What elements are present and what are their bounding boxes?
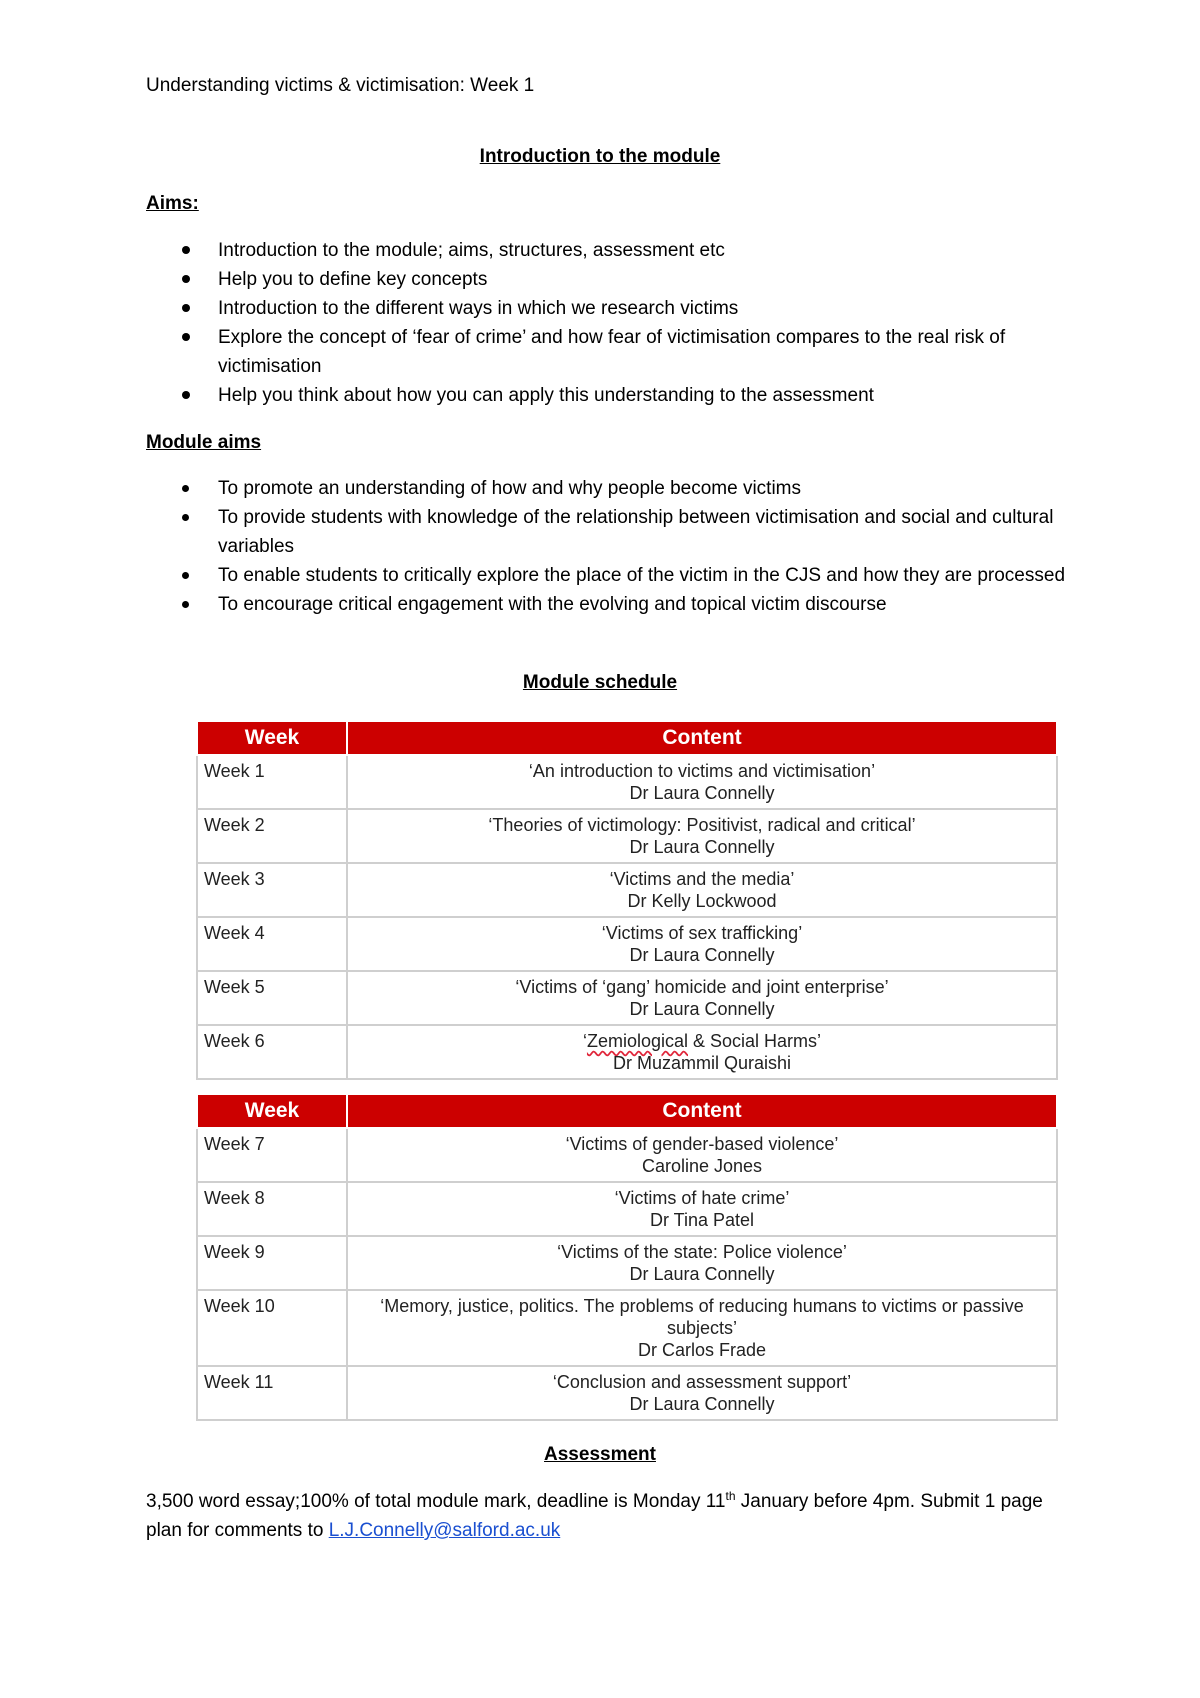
content-cell [347,1025,1057,1079]
lecturer-name: Dr Laura Connelly [629,999,775,1019]
bullet-icon [182,391,190,399]
week-cell: Week 5 [197,971,347,1025]
assessment-text-part: January before 4pm. Submit 1 page plan for comments to [146,1491,1043,1541]
spellcheck-word: Zemiological [586,1031,688,1051]
week-cell: Week 1 [197,755,347,809]
email-link[interactable]: L.J.Connelly@salford.ac.uk [328,1520,561,1541]
lecturer-name: Dr Laura Connelly [629,1394,775,1414]
content-cell [347,971,1057,1025]
session-title [354,1030,1050,1052]
list-item-text: Explore the concept of ‘fear of crime’ and how fear of victimisation compares to the real risk of victimisation [218,327,1006,377]
list-item [146,323,1066,381]
bullet-icon [182,275,190,283]
table-row [197,755,1057,809]
lecturer-name: Dr Laura Connelly [629,837,775,857]
week-cell: Week 9 [197,1236,347,1290]
assessment-text [146,1487,1066,1545]
list-item [146,561,1066,590]
table-row [197,1290,1057,1366]
list-item-text: To promote an understanding of how and why people become victims [218,478,802,499]
running-header: Understanding victims & victimisation: Week 1 [146,75,535,96]
list-item-text: To encourage critical engagement with the evolving and topical victim discourse [218,594,887,615]
bullet-icon [182,246,190,254]
week-cell: Week 6 [197,1025,347,1079]
list-item-text: Introduction to the module; aims, structures, assessment etc [218,240,725,261]
session-title: ‘Victims of gender-based violence’ [565,1134,839,1154]
bullet-icon [182,333,190,341]
session-title: ‘An introduction to victims and victimisation’ [528,761,876,781]
week-cell: Week 4 [197,917,347,971]
list-item-text: To enable students to critically explore the place of the victim in the CJS and how they are processed [218,565,1066,586]
table-row [197,809,1057,863]
session-title: ‘Victims of the state: Police violence’ [557,1242,847,1262]
session-title: ‘Victims of hate crime’ [614,1188,790,1208]
assessment-text-part: 3,500 word essay;100% of total module mark, deadline is Monday 11 [146,1491,726,1512]
week-cell: Week 11 [197,1366,347,1420]
schedule-table-2 [196,1093,1058,1421]
title-rest: & Social Harms’ [688,1031,822,1051]
bullet-icon [182,514,189,521]
module-aims-heading: Module aims [146,432,262,453]
list-item [146,474,1066,503]
list-item-text: Introduction to the different ways in which we research victims [218,298,739,319]
column-header-content: Content [347,721,1057,755]
list-item [146,590,1066,619]
table-row [197,863,1057,917]
list-item [146,265,1066,294]
content-cell [347,809,1057,863]
table-row [197,1236,1057,1290]
table-row [197,1182,1057,1236]
bullet-icon [182,601,189,608]
table-row [197,1366,1057,1420]
column-header-week: Week [197,1094,347,1128]
content-cell [347,1366,1057,1420]
content-cell [347,1128,1057,1182]
content-cell [347,755,1057,809]
schedule-table-1 [196,720,1058,1080]
table-row [197,1025,1057,1079]
list-item [146,381,1066,410]
week-cell: Week 3 [197,863,347,917]
schedule-heading: Module schedule [522,672,678,693]
bullet-icon [182,572,189,579]
week-cell: Week 8 [197,1182,347,1236]
table-header-row [197,1094,1057,1128]
bullet-icon [182,485,189,492]
content-cell [347,1182,1057,1236]
aims-heading: Aims: [146,193,199,214]
lecturer-name: Dr Kelly Lockwood [627,891,777,911]
session-title: ‘Memory, justice, politics. The problems of reducing humans to victims or passive subjects’ [380,1296,1024,1338]
lecturer-name: Dr Laura Connelly [629,783,775,803]
table-row [197,917,1057,971]
lecturer-name: Dr Carlos Frade [637,1340,767,1360]
content-cell [347,1236,1057,1290]
lecturer-name: Dr Laura Connelly [629,1264,775,1284]
ordinal-suffix: th [725,1489,736,1503]
list-item [146,236,1066,265]
session-title: ‘Victims of ‘gang’ homicide and joint enterprise’ [515,977,889,997]
page-title: Introduction to the module [479,146,721,167]
assessment-heading: Assessment [544,1444,656,1465]
list-item [146,294,1066,323]
quote-mark: ‘ [582,1031,587,1051]
lecturer-name: Caroline Jones [641,1156,763,1176]
list-item-text: Help you to define key concepts [218,269,488,290]
column-header-content: Content [347,1094,1057,1128]
table-row [197,971,1057,1025]
column-header-week: Week [197,721,347,755]
table-row [197,1128,1057,1182]
week-cell: Week 10 [197,1290,347,1366]
bullet-icon [182,304,190,312]
list-item-text: Help you think about how you can apply this understanding to the assessment [218,385,874,406]
table-header-row [197,721,1057,755]
aims-list [146,236,1066,410]
lecturer-name: Dr Laura Connelly [629,945,775,965]
content-cell [347,863,1057,917]
list-item-text: To provide students with knowledge of the relationship between victimisation and social and cultural variables [218,507,1054,557]
session-title: ‘Theories of victimology: Positivist, radical and critical’ [488,815,916,835]
session-title: ‘Conclusion and assessment support’ [552,1372,852,1392]
session-title: ‘Victims of sex trafficking’ [601,923,803,943]
list-item [146,503,1066,561]
lecturer-name: Dr Muzammil Quraishi [612,1053,792,1073]
week-cell: Week 2 [197,809,347,863]
content-cell [347,917,1057,971]
content-cell [347,1290,1057,1366]
module-aims-list [146,474,1066,619]
week-cell: Week 7 [197,1128,347,1182]
lecturer-name: Dr Tina Patel [649,1210,755,1230]
session-title: ‘Victims and the media’ [609,869,795,889]
